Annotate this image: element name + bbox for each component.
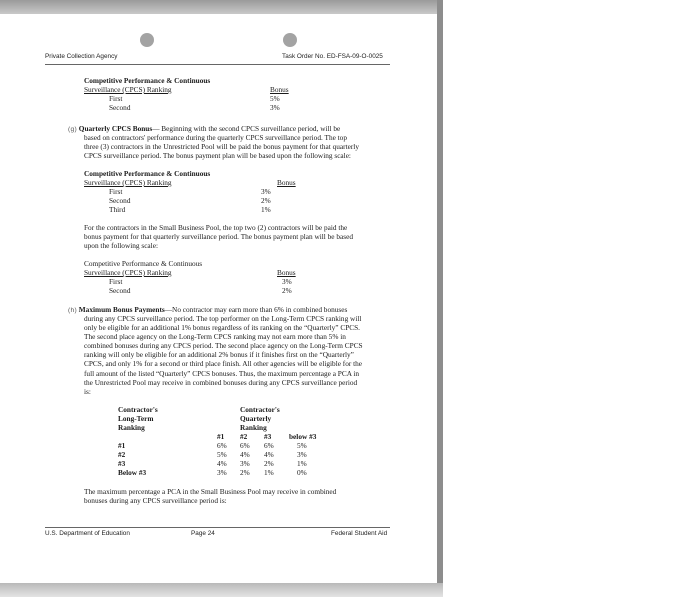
section-h-line: only be eligible for an additional 1% bonus regardless of its ranking on the “Quarterly” CPCS. <box>84 323 361 333</box>
closing-paragraph <box>84 487 389 505</box>
matrix-row-label: Below #3 <box>118 468 147 477</box>
section-g-line: based on contractors' performance during the quarterly CPCS surveillance period. The top <box>84 133 347 142</box>
matrix-left-header: Contractor's <box>118 405 158 414</box>
table2-rank: Third <box>109 205 126 214</box>
matrix-left-header: Ranking <box>118 423 145 432</box>
section-h-line: during any CPCS surveillance period. The top performer on the Long-Term CPCS ranking will <box>84 314 362 323</box>
section-h-line: combined bonuses during any CPCS period. The second place agency on the Long-Term CPCS <box>84 341 363 351</box>
section-g-line: CPCS surveillance period. The bonus payment plan will be based upon the following scale: <box>84 151 351 161</box>
table1-rank: Second <box>109 103 131 112</box>
matrix-cell: 6% <box>264 441 274 450</box>
table1-rank: First <box>109 94 123 103</box>
matrix-right-header: Ranking <box>240 423 267 432</box>
closing-line: bonuses during any CPCS surveillance period is: <box>84 496 227 506</box>
table2-bonus-header: Bonus <box>277 178 296 187</box>
section-h-line: full amount of the listed “Quarterly” CPCS bonuses. Thus, the maximum percentage a PCA in <box>84 368 360 378</box>
small-business-line: For the contractors in the Small Business Pool, the top two (2) contractors will be paid the <box>84 223 348 232</box>
matrix-cell: 5% <box>297 441 307 450</box>
table2-bonus: 3% <box>261 187 271 196</box>
matrix-cell: 4% <box>217 459 227 468</box>
table1-bonus: 5% <box>270 94 280 103</box>
matrix-cell: 3% <box>217 468 227 477</box>
table2-subtitle: Surveillance (CPCS) Ranking <box>84 178 172 187</box>
section-g-line: (g) Quarterly CPCS Bonus— Beginning with the second CPCS surveillance period, will be <box>68 124 341 133</box>
section-h-line: is: <box>84 386 91 396</box>
footer-rule <box>45 527 390 528</box>
table1-title: Competitive Performance & Continuous <box>84 76 211 85</box>
table2-title: Competitive Performance & Continuous <box>84 169 211 178</box>
table1-subtitle: Surveillance (CPCS) Ranking <box>84 85 172 94</box>
matrix-cell: 1% <box>297 459 307 468</box>
table2-bonus: 2% <box>261 196 271 205</box>
matrix-cell: 4% <box>264 450 274 459</box>
table2-rank: Second <box>109 196 131 205</box>
section-g-body <box>84 133 389 160</box>
matrix-right-header: Quarterly <box>240 414 272 423</box>
matrix-cell: 5% <box>217 450 227 459</box>
matrix-cell: 3% <box>297 450 307 459</box>
matrix-cell: 2% <box>240 468 250 477</box>
header-right: Task Order No. ED-FSA-09-O-0025 <box>282 53 383 60</box>
table3-rank: Second <box>109 286 131 295</box>
table3-title: Competitive Performance & Continuous <box>84 259 203 268</box>
matrix-row-label: #3 <box>118 459 126 468</box>
scan-bottom-shadow <box>0 583 443 597</box>
matrix-column-header: #3 <box>264 432 272 441</box>
matrix-row-label: #2 <box>118 450 126 459</box>
table1-bonus-header: Bonus <box>270 85 289 94</box>
matrix-left-header: Long-Term <box>118 414 154 423</box>
matrix-column-header: #1 <box>217 432 225 441</box>
footer-left: U.S. Department of Education <box>45 530 130 537</box>
header-left: Private Collection Agency <box>45 53 118 60</box>
section-h-line: CPCS, and only 1% for a second or third place finish. All other agencies will be eligible for the <box>84 359 363 369</box>
matrix-column-header: below #3 <box>289 432 317 441</box>
section-h-line: the Unrestricted Pool may receive in combined bonuses during any CPCS surveillance period <box>84 377 358 387</box>
table3-bonus: 2% <box>282 286 292 295</box>
section-g-line: three (3) contractors in the Unrestricted Pool will be paid the bonus payment for that quarterly <box>84 142 359 152</box>
section-h-line: The second place agency on the Long-Term CPCS ranking may not earn more than 5% in <box>84 332 346 342</box>
matrix-cell: 4% <box>240 450 250 459</box>
footer-right: Federal Student Aid <box>331 530 388 537</box>
punch-hole-right <box>283 33 297 47</box>
table1-bonus: 3% <box>270 103 280 112</box>
table3-bonus-header: Bonus <box>277 268 296 277</box>
matrix-cell: 6% <box>240 441 250 450</box>
section-h-line: (h) Maximum Bonus Payments—No contractor may earn more than 6% in combined bonuses <box>68 305 348 314</box>
section-h-body <box>84 314 389 396</box>
table2-bonus: 1% <box>261 205 271 214</box>
matrix-cell: 1% <box>264 468 274 477</box>
section-g-heading: Quarterly CPCS Bonus <box>78 124 153 133</box>
matrix-cell: 6% <box>217 441 227 450</box>
section-h-line: ranking will only be eligible for an additional 2% bonus if it finishes first on the “Quarterly” <box>84 350 354 360</box>
section-h-mark: (h) <box>68 307 77 314</box>
table3-subtitle: Surveillance (CPCS) Ranking <box>84 268 172 277</box>
section-h-heading: Maximum Bonus Payments <box>78 305 165 314</box>
header-rule <box>45 64 390 65</box>
matrix-column-header: #2 <box>240 432 248 441</box>
punch-hole-left <box>140 33 154 47</box>
small-business-line: upon the following scale: <box>84 241 158 251</box>
scan-top-shadow <box>0 0 442 14</box>
small-business-line: bonus payment for that quarterly surveillance period. The bonus payment plan will be based <box>84 232 353 242</box>
matrix-cell: 2% <box>264 459 274 468</box>
matrix-cell: 0% <box>297 468 307 477</box>
table3-rank: First <box>109 277 123 286</box>
closing-line: The maximum percentage a PCA in the Small Business Pool may receive in combined <box>84 487 337 496</box>
section-g-mark: (g) <box>68 126 77 133</box>
matrix-cell: 3% <box>240 459 250 468</box>
document-page <box>0 14 437 583</box>
matrix-row-label: #1 <box>118 441 126 450</box>
matrix-right-header: Contractor's <box>240 405 280 414</box>
table2-rank: First <box>109 187 123 196</box>
scan-page-edge <box>437 0 443 584</box>
small-business-paragraph <box>84 223 389 250</box>
footer-page-number: Page 24 <box>191 530 215 537</box>
table3-bonus: 3% <box>282 277 292 286</box>
